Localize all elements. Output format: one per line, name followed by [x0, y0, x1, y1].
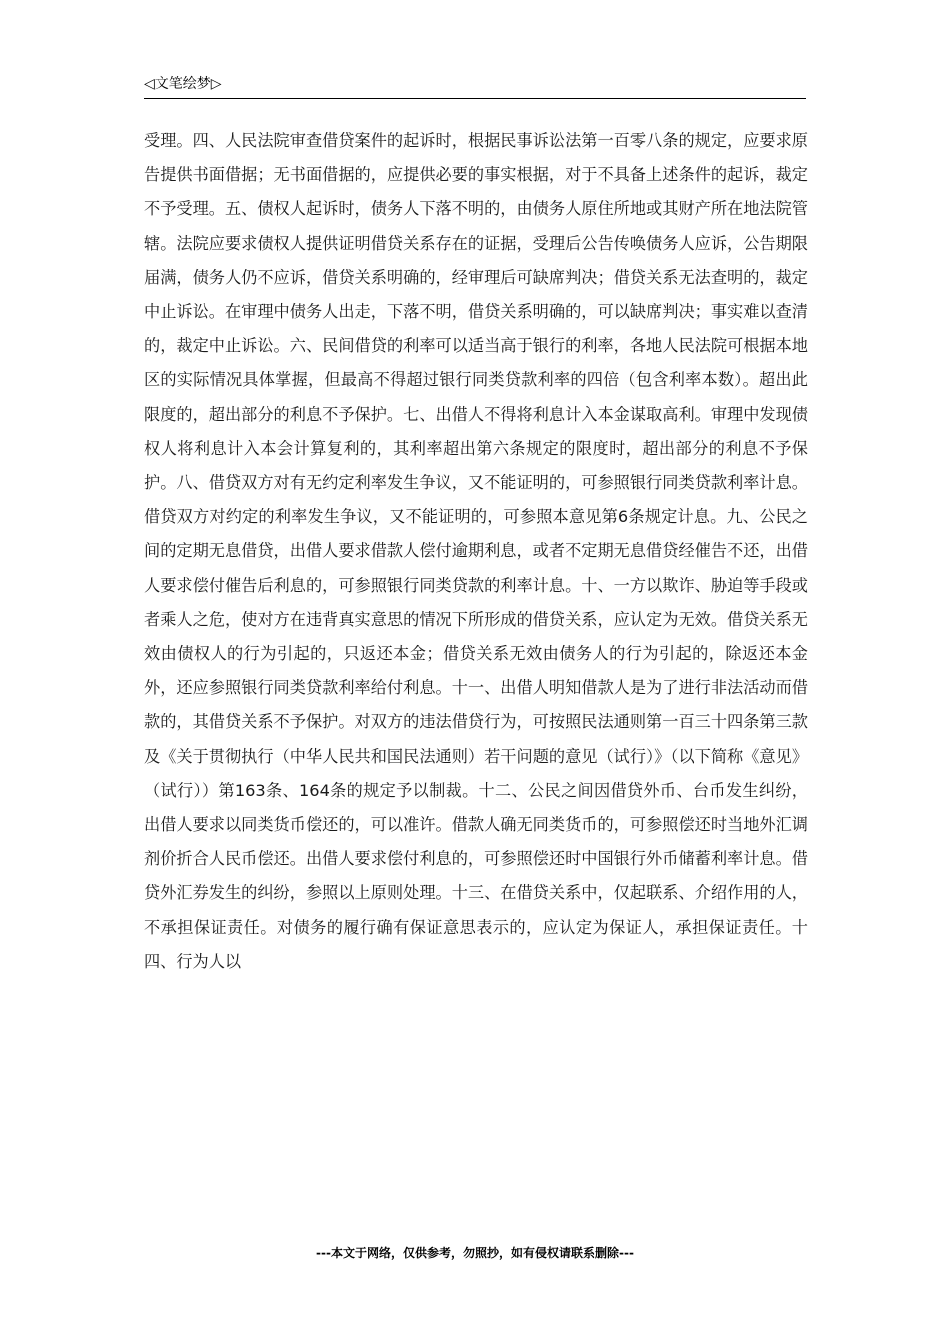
body-text: 受理。四、人民法院审查借贷案件的起诉时，根据民事诉讼法第一百零八条的规定，应要求原告提供书面借据；无书面借据的，应提供必要的事实根据，对于不具备上述条件的起诉，裁定不予受理。五、债权人起诉时，债务人下落不明的，由债务人原住所地或其财产所在地法院管辖。法院应要求债权人提供证明借贷关系存在的证据，受理后公告传唤债务人应诉，公告期限届满，债务人仍不应诉，借贷关系明确的，经审理后可缺席判决；借贷关系无法查明的，裁定中止诉讼。在审理中债务人出走，下落不明，借贷关系明确的，可以缺席判决；事实难以查清的，裁定中止诉讼。六、民间借贷的利率可以适当高于银行的利率，各地人民法院可根据本地区的实际情况具体掌握，但最高不得超过银行同类贷款利率的四倍（包含利率本数）。超出此限度的，超出部分的利息不予保护。七、出借人不得将利息计入本金谋取高利。审理中发现债权人将利息计入本会计算复利的，其利率超出第六条规定的限度时，超出部分的利息不予保护。八、借贷双方对有无约定利率发生争议，又不能证明的，可参照银行同类贷款利率计息。借贷双方对约定的利率发生争议，又不能证明的，可参照本意见第6条规定计息。九、公民之间的定期无息借贷，出借人要求借款人偿付逾期利息，或者不定期无息借贷经催告不还，出借人要求偿付催告后利息的，可参照银行同类贷款的利率计息。十、一方以欺诈、胁迫等手段或者乘人之危，使对方在违背真实意思的情况下所形成的借贷关系，应认定为无效。借贷关系无效由债权人的行为引起的，只返还本金；借贷关系无效由债务人的行为引起的，除返还本金外，还应参照银行同类贷款利率给付利息。十一、出借人明知借款人是为了进行非法活动而借款的，其借贷关系不予保护。对双方的违法借贷行为，可按照民法通则第一百三十四条第三款及《关于贯彻执行（中华人民共和国民法通则）若干问题的意见（试行）》（以下简称《意见》（试行））第163条、164条的规定予以制裁。十二、公民之间因借贷外币、台币发生纠纷，出借人要求以同类货币偿还的，可以准许。借款人确无同类货币的，可参照偿还时当地外汇调剂价折合人民币偿还。出借人要求偿付利息的，可参照偿还时中国银行外币储蓄利率计息。借贷外汇券发生的纠纷，参照以上原则处理。十三、在借贷关系中，仅起联系、介绍作用的人，不承担保证责任。对债务的履行确有保证意思表示的，应认定为保证人，承担保证责任。十四、行为人以 — [144, 131, 808, 971]
page-header — [144, 72, 806, 99]
page-footer: ---本文于网络，仅供参考，勿照抄，如有侵权请联系删除--- — [316, 1246, 634, 1260]
header-brand: ◁文笔绘梦▷ — [144, 76, 222, 92]
